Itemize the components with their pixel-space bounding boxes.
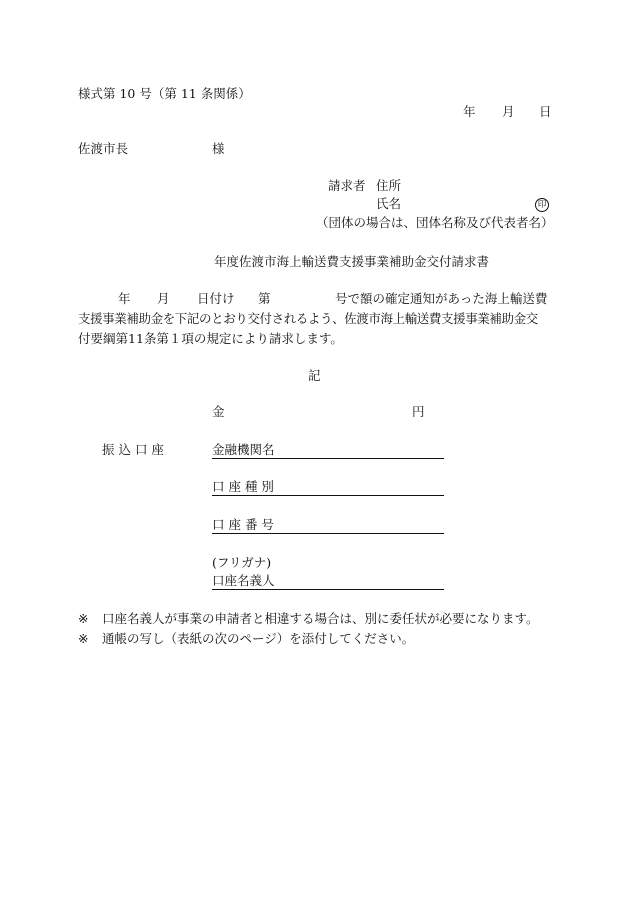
form-number: 様式第 10 号（第 11 条関係） bbox=[78, 86, 251, 101]
ki-heading: 記 bbox=[308, 368, 321, 383]
document-title: 年度佐渡市海上輸送費支援事業補助金交付請求書 bbox=[214, 254, 490, 269]
note-mark: ※ bbox=[78, 611, 89, 626]
note-text: 通帳の写し（表紙の次のページ）を添付してください。 bbox=[102, 631, 415, 646]
requester-address-label: 住所 bbox=[376, 178, 402, 193]
account-number-label: 口 座 番 号 bbox=[212, 517, 274, 532]
seal-icon: 印 bbox=[535, 198, 549, 212]
note-text: 口座名義人が事業の申請者と相違する場合は、別に委任状が必要になります。 bbox=[102, 611, 539, 626]
amount-unit: 円 bbox=[412, 404, 425, 419]
account-type-field[interactable] bbox=[212, 495, 444, 496]
bank-name-label: 金融機関名 bbox=[212, 442, 275, 457]
body-line1-rest: 号で額の確定通知があった海上輸送費 bbox=[335, 291, 548, 306]
body-month: 月 bbox=[157, 291, 170, 306]
bank-name-field[interactable] bbox=[212, 458, 444, 459]
amount-label: 金 bbox=[212, 404, 225, 419]
account-holder-label: 口座名義人 bbox=[212, 573, 275, 588]
note-mark: ※ bbox=[78, 631, 89, 646]
body-line2: 支援事業補助金を下記のとおり交付されるよう、佐渡市海上輸送費支援事業補助金交 bbox=[78, 311, 538, 326]
body-number-prefix: 第 bbox=[258, 291, 271, 306]
account-holder-field[interactable] bbox=[212, 589, 444, 590]
furigana-label: (フリガナ) bbox=[212, 555, 272, 570]
requester-note: （団体の場合は、団体名称及び代表者名） bbox=[316, 215, 554, 230]
account-number-field[interactable] bbox=[212, 533, 444, 534]
addressee-name: 佐渡市長 bbox=[78, 141, 129, 156]
body-line3: 付要綱第11条第１項の規定により請求します。 bbox=[78, 331, 343, 346]
requester-name-label: 氏名 bbox=[376, 196, 402, 211]
account-section-label: 振 込 口 座 bbox=[102, 442, 164, 457]
date-year: 年 bbox=[463, 104, 476, 119]
date-day: 日 bbox=[539, 104, 552, 119]
body-year: 年 bbox=[118, 291, 131, 306]
body-date-suffix: 日付け bbox=[197, 291, 235, 306]
date-month: 月 bbox=[502, 104, 515, 119]
requester-label: 請求者 bbox=[328, 178, 366, 193]
seal-mark bbox=[535, 197, 549, 212]
addressee-honorific: 様 bbox=[212, 141, 225, 156]
account-type-label: 口 座 種 別 bbox=[212, 479, 274, 494]
